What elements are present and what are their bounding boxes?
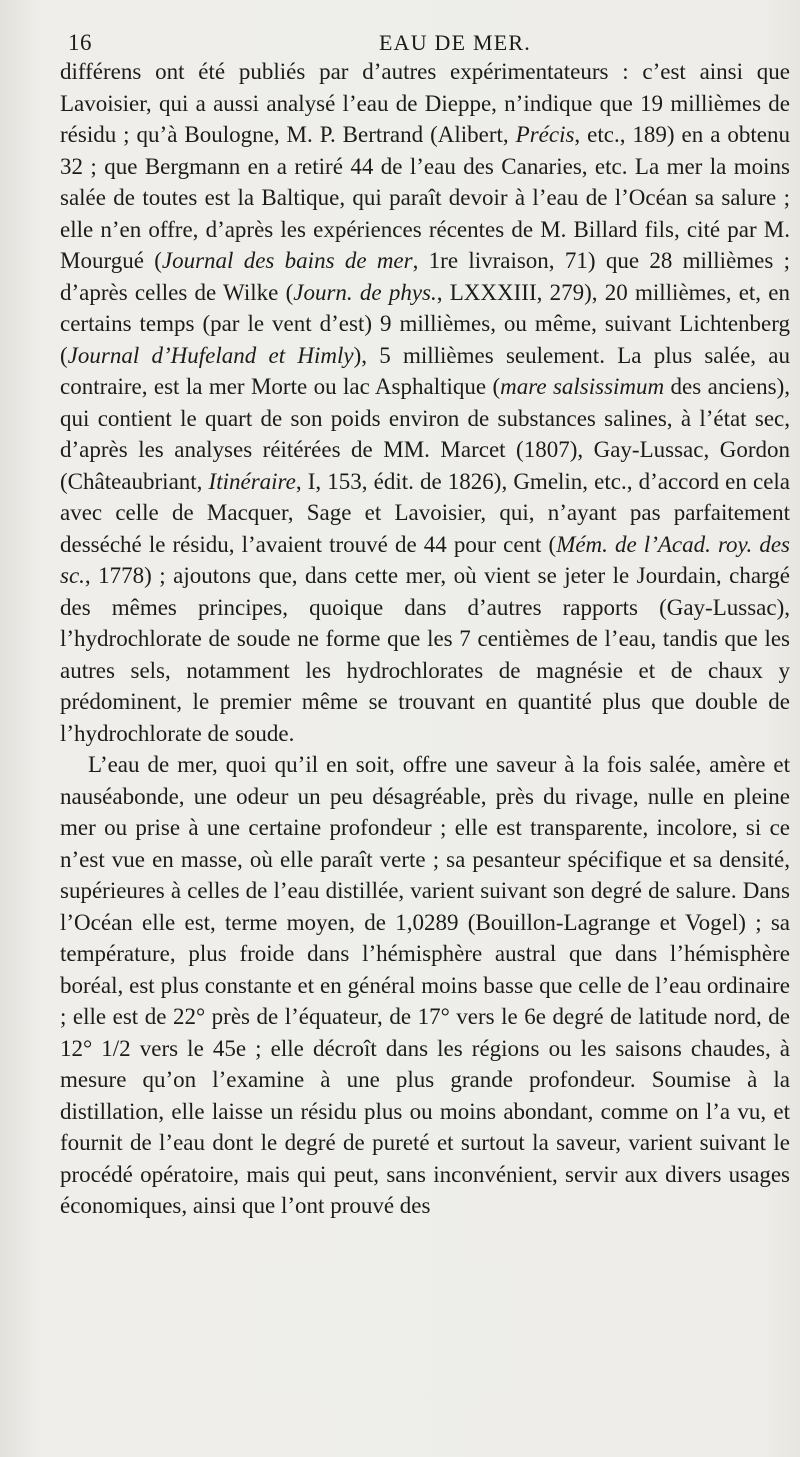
text-run: , 1re livraison, 71) que 28 millièmes ; d’après celles de Wilke ( [60, 248, 791, 305]
text-run: ), 5 millièmes seulement. La plus salée, au contraire, est la mer Morte ou lac Asphaltique ( [60, 342, 790, 399]
body-text [60, 56, 790, 1222]
text-run: , 1778) ; ajoutons que, dans cette mer, où vient se jeter le Jourdain, chargé des mêmes principes, quoique dans d’autres rapports (Gay-Lussac), l’hydrochlorate de soude ne forme que les 7 centièmes de l’eau, tandis que les autres sels, notamment les hydrochlorates de magnésie et de chaux y prédominent, le premier même se trouvant en quantité plus que double de l’hydrochlorate de soude. [60, 563, 790, 746]
italic-citation: Journal d’Hufeland et Himly [67, 342, 354, 368]
italic-citation: mare salsissimum [500, 374, 665, 399]
paragraph-2 [60, 749, 790, 1222]
text-run: , etc., 189) en a obtenu 32 ; que Bergmann en a retiré 44 de l’eau des Canaries, etc. La mer la moins salée de toutes est la Baltique, qui paraît devoir à l’eau de l’Océan sa salure ; elle n’en offre, d’après les expériences récentes de M. Billard fils, cité par M. Mourgué ( [60, 122, 791, 273]
italic-citation: Mém. de l’Acad. roy. des sc. [60, 531, 790, 588]
running-head [60, 0, 790, 56]
paragraph-1 [60, 56, 790, 749]
running-title: EAU DE MER. [379, 30, 531, 55]
text-run: des anciens), qui contient le quart de son poids environ de substances salines, à l’état sec, d’après les analyses réitérées de MM. Marcet (1807), Gay-Lussac, Gordon (Châteaubriant, [60, 374, 790, 494]
italic-citation: Journal des bains de mer [161, 248, 413, 273]
text-run: , LXXXIII, 279), 20 millièmes, et, en certains temps (par le vent d’est) 9 millièmes, ou même, suivant Lichtenberg ( [60, 279, 790, 368]
italic-citation: Itinéraire [208, 468, 296, 494]
italic-citation: Précis [515, 122, 575, 147]
text-run: , I, 153, édit. de 1826), Gmelin, etc., d’accord en cela avec celle de Macquer, Sage et Lavoisier, qui, n’ayant pas parfaitement desséché le résidu, l’avaient trouvé de 44 pour cent ( [60, 468, 791, 557]
page-number: 16 [68, 30, 92, 55]
text-run: L’eau de mer, quoi qu’il en soit, offre une saveur à la fois salée, amère et nauséabonde, une odeur un peu désagréable, près du rivage, nulle en pleine mer ou prise à une certaine profondeur ; elle est transparente, incolore, si ce n’est vue en masse, où elle paraît verte ; sa pesanteur spécifique et sa densité, supérieures à celles de l’eau distillée, varient suivant son degré de salure. Dans l’Océan elle est, terme moyen, de 1,0289 (Bouillon-Lagrange et Vogel) ; sa température, plus froide dans l’hémisphère austral que dans l’hémisphère boréal, est plus constante et en général moins basse que celle de l’eau ordinaire ; elle est de 22° près de l’équateur, de 17° vers le 6e degré de latitude nord, de 12° 1/2 vers le 45e ; elle décroît dans les régions ou les saisons chaudes, à mesure qu’on l’examine à une plus grande profondeur. Soumise à la distillation, elle laisse un résidu plus ou moins abondant, comme on l’a vu, et fournit de l’eau dont le degré de pureté et surtout la saveur, varient suivant le procédé opératoire, mais qui peut, sans inconvénient, servir aux divers usages économiques, ainsi que l’ont prouvé des [60, 752, 790, 1218]
text-run: différens ont été publiés par d’autres expérimentateurs : c’est ainsi que Lavoisier, qui a aussi analysé l’eau de Dieppe, n’indique que 19 millièmes de résidu ; qu’à Boulogne, M. P. Bertrand (Alibert, [60, 59, 790, 147]
italic-citation: Journ. de phys. [293, 279, 437, 305]
